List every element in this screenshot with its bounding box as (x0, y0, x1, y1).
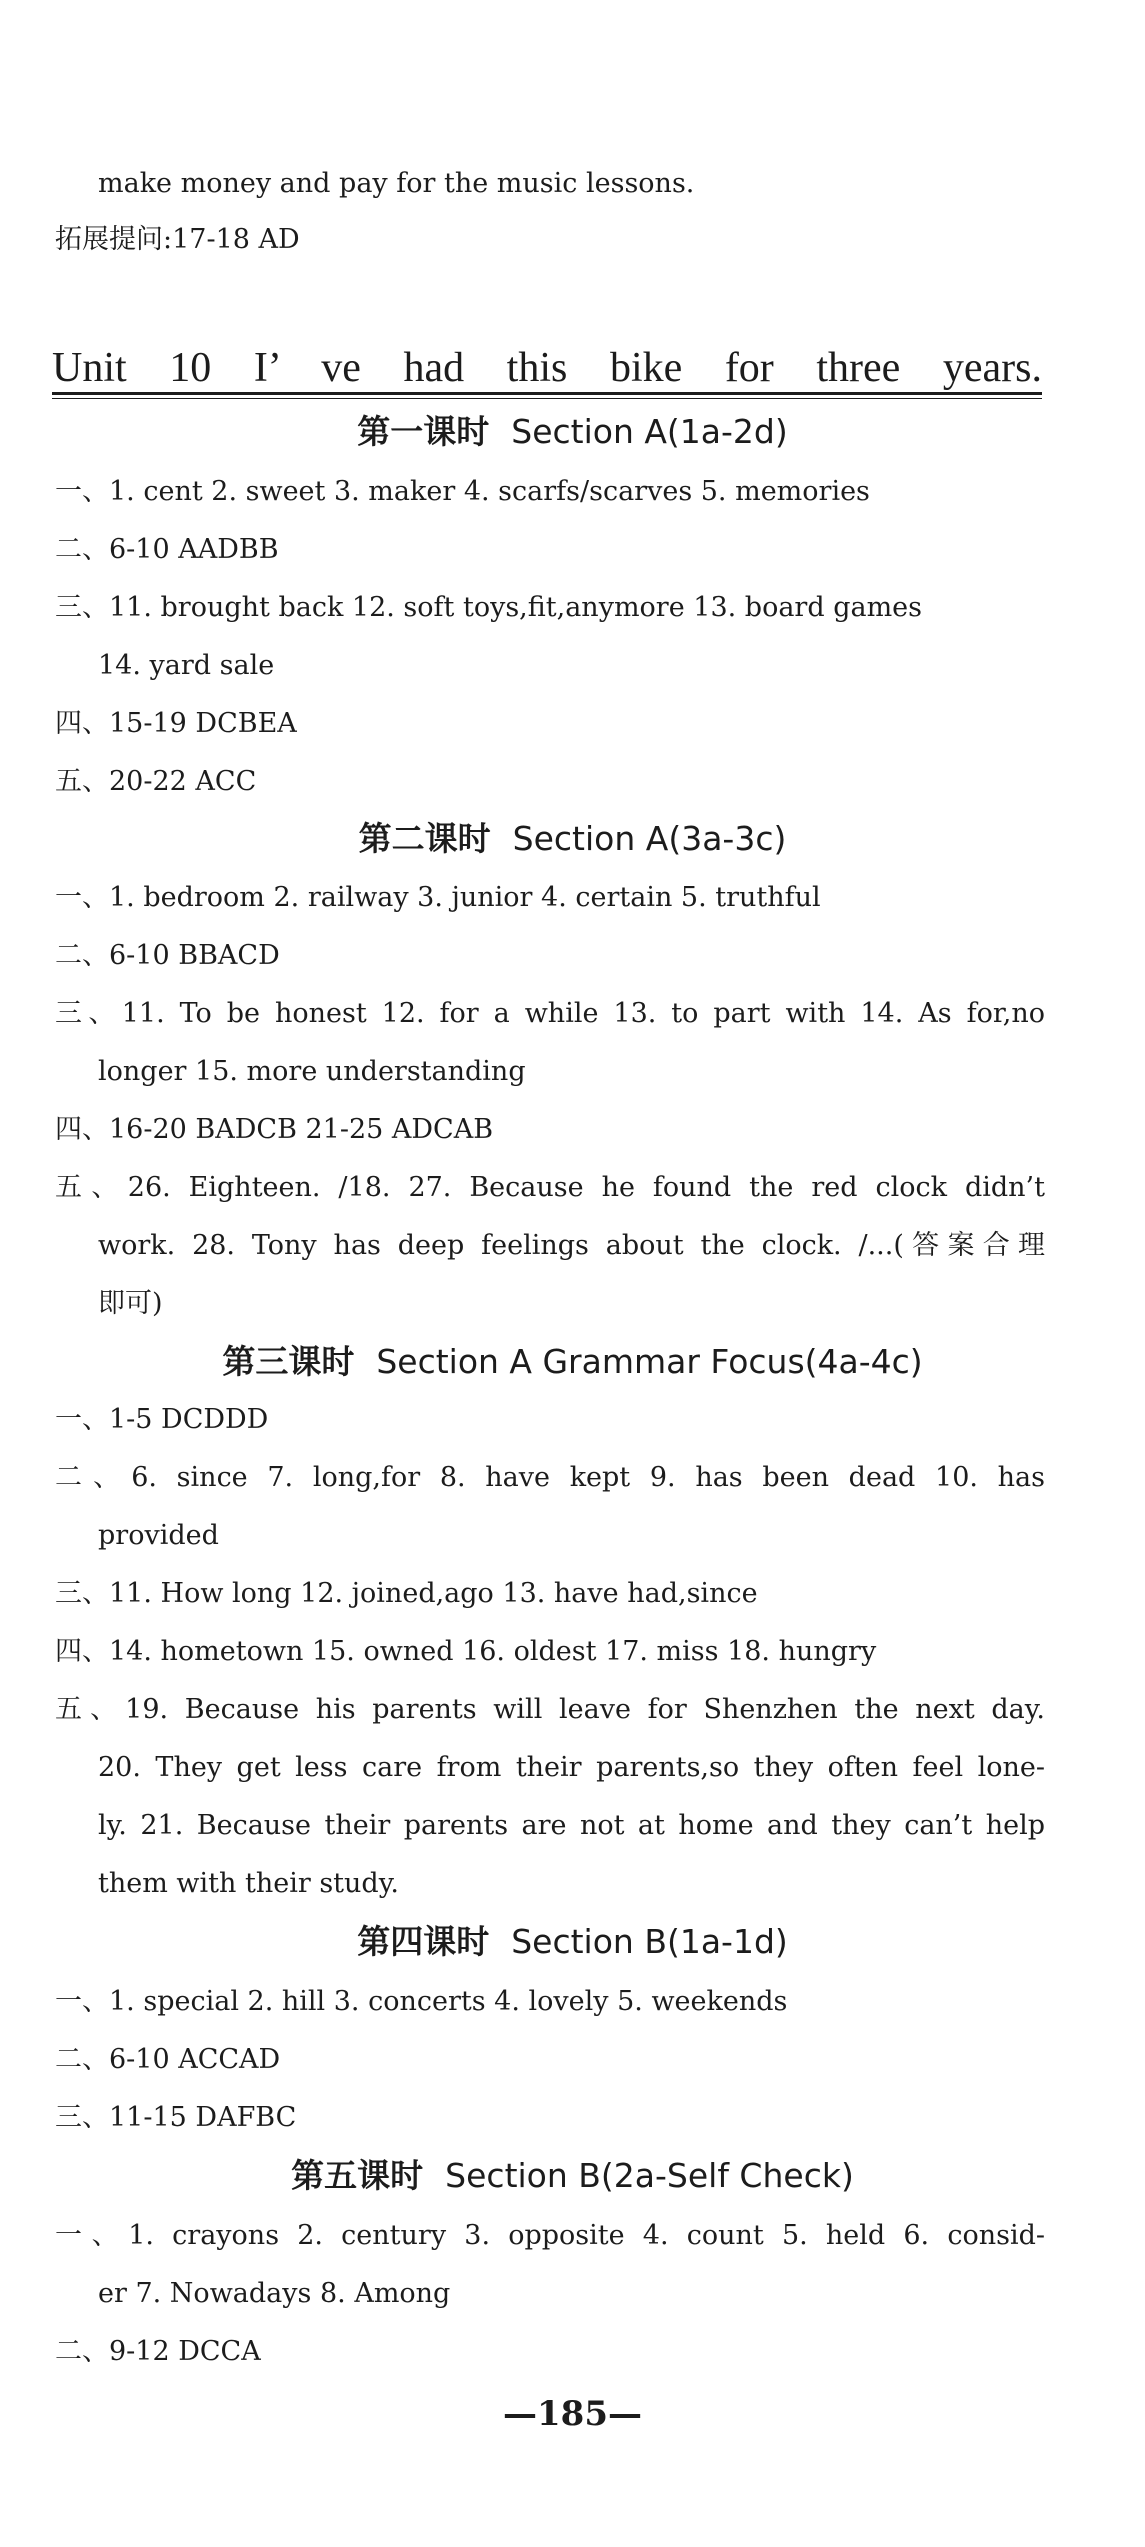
lesson-label: 第二课时 (358, 819, 491, 858)
lesson-label: 第五课时 (291, 2156, 424, 2195)
unit-title: Unit 10 I’ ve had this bike for three years. (52, 345, 1042, 391)
lesson-heading (0, 817, 1145, 861)
answer-line: 二、6-10 AADBB (55, 534, 279, 565)
section-label: Section A(1a-2d) (511, 412, 788, 451)
answer-line: 二、9-12 DCCA (55, 2336, 261, 2367)
answer-line: 二、6. since 7. long,for 8. have kept 9. has been dead 10. has (55, 1462, 1045, 1493)
answer-line: 一、1. crayons 2. century 3. opposite 4. count 5. held 6. consid- (55, 2220, 1045, 2251)
answer-line: 三、11-15 DAFBC (55, 2102, 297, 2133)
answer-line: er 7. Nowadays 8. Among (98, 2278, 451, 2309)
answer-line: provided (98, 1520, 219, 1551)
answer-line: 一、1. special 2. hill 3. concerts 4. lovely 5. weekends (55, 1986, 788, 2017)
answer-line: 三、11. brought back 12. soft toys,fit,anymore 13. board games (55, 592, 923, 623)
section-label: Section B(2a-Self Check) (445, 2156, 854, 2195)
lesson-label: 第四课时 (357, 1922, 490, 1961)
answer-line: 三、11. To be honest 12. for a while 13. to part with 14. As for,no (55, 998, 1045, 1029)
page-number: —185— (503, 2394, 642, 2434)
text-line: make money and pay for the music lessons. (98, 168, 695, 199)
lesson-heading (0, 410, 1145, 454)
lesson-heading (0, 2154, 1145, 2198)
answer-line: ly. 21. Because their parents are not at home and they can’t help (98, 1810, 1045, 1841)
answer-line: them with their study. (98, 1868, 399, 1899)
answer-line: longer 15. more understanding (98, 1056, 526, 1087)
answer-line: 四、16-20 BADCB 21-25 ADCAB (55, 1114, 494, 1145)
answer-line: work. 28. Tony has deep feelings about the clock. /...(答案合理 (98, 1230, 1045, 1261)
section-label: Section A Grammar Focus(4a-4c) (376, 1342, 923, 1381)
answer-line: 二、6-10 ACCAD (55, 2044, 281, 2075)
lesson-label: 第三课时 (222, 1342, 355, 1381)
answer-line: 14. yard sale (98, 650, 275, 681)
section-label: Section B(1a-1d) (511, 1922, 788, 1961)
answer-line: 四、15-19 DCBEA (55, 708, 297, 739)
section-label: Section A(3a-3c) (512, 819, 787, 858)
lesson-heading (0, 1340, 1145, 1384)
title-underline (52, 392, 1042, 395)
answer-line: 四、14. hometown 15. owned 16. oldest 17. miss 18. hungry (55, 1636, 877, 1667)
lesson-heading (0, 1920, 1145, 1964)
answer-line: 五、20-22 ACC (55, 766, 257, 797)
answer-line: 五、19. Because his parents will leave for Shenzhen the next day. (55, 1694, 1045, 1725)
lesson-label: 第一课时 (357, 412, 490, 451)
answer-line: 二、6-10 BBACD (55, 940, 280, 971)
answer-line: 20. They get less care from their parents,so they often feel lone- (98, 1752, 1045, 1783)
answer-line: 即可) (98, 1288, 163, 1319)
answer-line: 一、1. cent 2. sweet 3. maker 4. scarfs/scarves 5. memories (55, 476, 870, 507)
text-line: 拓展提问:17-18 AD (55, 224, 300, 255)
title-underline-thin (52, 398, 1042, 399)
answer-line: 一、1. bedroom 2. railway 3. junior 4. certain 5. truthful (55, 882, 821, 913)
answer-line: 三、11. How long 12. joined,ago 13. have had,since (55, 1578, 758, 1609)
answer-line: 五、26. Eighteen. /18. 27. Because he found the red clock didn’t (55, 1172, 1045, 1203)
answer-line: 一、1-5 DCDDD (55, 1404, 269, 1435)
